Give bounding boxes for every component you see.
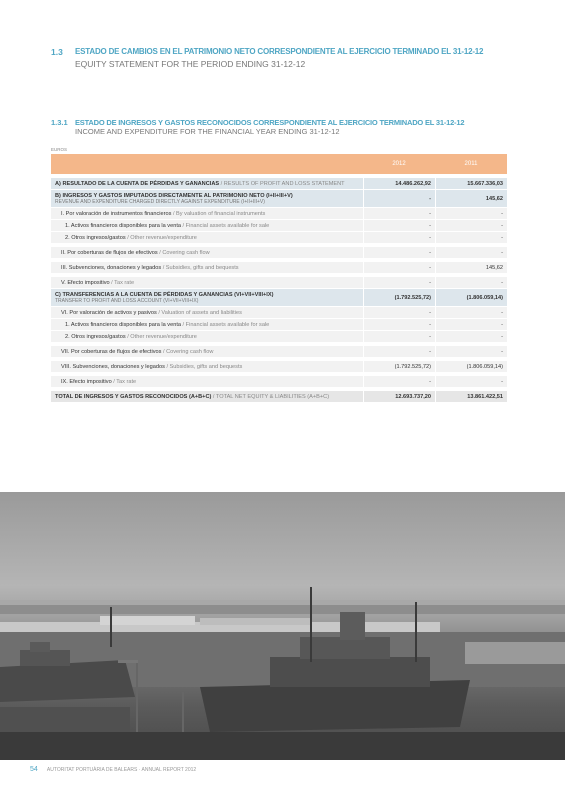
- table-row: [51, 190, 507, 207]
- row-value-2011: 15.667.336,03: [435, 178, 507, 189]
- row-label-en: / Tax rate: [111, 279, 135, 286]
- section-title-es: ESTADO DE CAMBIOS EN EL PATRIMONIO NETO CORRESPONDIENTE AL EJERCICIO TERMINADO EL 31-12-12: [75, 47, 484, 56]
- row-label-en: TRANSFER TO PROFIT AND LOSS ACCOUNT (VI+VII+VIII+IX): [55, 297, 199, 304]
- row-label-en: / Valuation of assets and liabilities: [158, 309, 242, 316]
- row-label-en: / Financial assets available for sale: [182, 222, 270, 229]
- table-row: [51, 262, 507, 273]
- row-label-en: / Covering cash flow: [159, 249, 210, 256]
- table-row: [51, 361, 507, 372]
- row-value-2011: (1.806.059,14): [435, 289, 507, 306]
- row-value-2012: -: [363, 190, 435, 207]
- row-value-2011: -: [435, 208, 507, 219]
- table-row: [51, 331, 507, 342]
- table-row: [51, 277, 507, 288]
- row-label: 1. Activos financieros disponibles para la venta: [65, 321, 181, 328]
- row-value-2011: -: [435, 220, 507, 231]
- row-label-en: / TOTAL NET EQUITY & LIABILITIES (A+B+C): [212, 393, 330, 400]
- header-2011: 2011: [435, 154, 507, 174]
- table-row: [51, 247, 507, 258]
- table-row: [51, 346, 507, 357]
- row-label: VII. Por coberturas de flujos de efectivos: [61, 348, 162, 355]
- row-value-2012: -: [363, 376, 435, 387]
- row-label-en: / Other revenue/expenditure: [127, 333, 197, 340]
- row-value-2012: 12.693.737,20: [363, 391, 435, 402]
- row-value-2011: 13.861.422,51: [435, 391, 507, 402]
- row-label: 2. Otros ingresos/gastos: [65, 333, 126, 340]
- subsection-number: 1.3.1: [51, 118, 68, 127]
- row-value-2012: 14.486.262,92: [363, 178, 435, 189]
- row-label: 2. Otros ingresos/gastos: [65, 234, 126, 241]
- row-label-en: / RESULTS OF PROFIT AND LOSS STATEMENT: [220, 180, 345, 187]
- table-row: [51, 220, 507, 231]
- table-row: [51, 319, 507, 330]
- row-label: VIII. Subvenciones, donaciones y legados: [61, 363, 165, 370]
- row-value-2012: -: [363, 247, 435, 258]
- table-row: [51, 178, 507, 189]
- row-label: II. Por coberturas de flujos de efectivos: [61, 249, 158, 256]
- income-expenditure-table: [51, 153, 507, 403]
- row-label-en: / Covering cash flow: [163, 348, 214, 355]
- row-value-2011: 145,62: [435, 190, 507, 207]
- footer-org: AUTORITAT PORTUÀRIA DE BALEARS: [46, 767, 138, 773]
- row-label-en: / Tax rate: [113, 378, 137, 385]
- row-label-en: / Financial assets available for sale: [182, 321, 270, 328]
- row-value-2011: -: [435, 376, 507, 387]
- row-value-2012: -: [363, 331, 435, 342]
- row-label: C) TRANSFERENCIAS A LA CUENTA DE PÉRDIDAS Y GANANCIAS (VI+VII+VIII+IX): [55, 291, 274, 298]
- port-photo-drawing: [0, 492, 565, 760]
- row-label: III. Subvenciones, donaciones y legados: [61, 264, 162, 271]
- row-label: A) RESULTADO DE LA CUENTA DE PÉRDIDAS Y GANANCIAS: [55, 180, 220, 187]
- row-label-en: / Subsidies, gifts and bequests: [162, 264, 239, 271]
- header-2012: 2012: [363, 154, 435, 174]
- row-label: B) INGRESOS Y GASTOS IMPUTADOS DIRECTAMENTE AL PATRIMONIO NETO (I+II+III+V): [55, 192, 293, 199]
- subsection-title-en: INCOME AND EXPENDITURE FOR THE FINANCIAL YEAR ENDING 31-12-12: [75, 127, 340, 136]
- row-label-en: REVENUE AND EXPENDITURE CHARGED DIRECTLY AGAINST EXPENDITURE (I+II+III+V): [55, 198, 265, 205]
- row-value-2012: -: [363, 307, 435, 318]
- row-value-2011: 145,62: [435, 262, 507, 273]
- page-number: 54: [30, 766, 38, 773]
- row-value-2012: -: [363, 220, 435, 231]
- row-value-2012: (1.792.525,72): [363, 361, 435, 372]
- row-value-2012: -: [363, 319, 435, 330]
- row-value-2012: -: [363, 208, 435, 219]
- row-value-2011: -: [435, 307, 507, 318]
- row-value-2011: (1.806.059,14): [435, 361, 507, 372]
- row-label-en: / Subsidies, gifts and bequests: [166, 363, 243, 370]
- table-row: [51, 289, 507, 306]
- port-photo: [0, 492, 565, 760]
- row-label-en: / By valuation of financial instruments: [172, 210, 266, 217]
- row-value-2012: -: [363, 346, 435, 357]
- row-value-2012: -: [363, 277, 435, 288]
- row-value-2012: -: [363, 262, 435, 273]
- row-value-2011: -: [435, 277, 507, 288]
- row-label: VI. Por valoración de activos y pasivos: [61, 309, 157, 316]
- table-row: [51, 208, 507, 219]
- row-label: IX. Efecto impositivo: [61, 378, 112, 385]
- section-title-en: EQUITY STATEMENT FOR THE PERIOD ENDING 31-12-12: [75, 59, 306, 69]
- row-value-2011: -: [435, 319, 507, 330]
- row-value-2011: -: [435, 247, 507, 258]
- table-row: [51, 307, 507, 318]
- total-row: [51, 391, 507, 402]
- row-label: I. Por valoración de instrumentos financieros: [61, 210, 172, 217]
- table-header-row: [51, 154, 507, 174]
- row-value-2011: -: [435, 232, 507, 243]
- header-blank-cell: [51, 154, 363, 174]
- table-row: [51, 232, 507, 243]
- section-number: 1.3: [51, 47, 63, 57]
- table-row: [51, 376, 507, 387]
- row-label: V. Efecto impositivo: [61, 279, 110, 286]
- row-value-2011: -: [435, 331, 507, 342]
- row-label: 1. Activos financieros disponibles para la venta: [65, 222, 181, 229]
- row-label-en: / Other revenue/expenditure: [127, 234, 197, 241]
- subsection-title-es: ESTADO DE INGRESOS Y GASTOS RECONOCIDOS CORRESPONDIENTE AL EJERCICIO TERMINADO EL 31-12-12: [75, 118, 465, 127]
- page-footer: [30, 766, 196, 773]
- footer-report: ANNUAL REPORT 2012: [141, 767, 197, 773]
- units-label: EUROS: [51, 147, 68, 152]
- row-value-2012: (1.792.525,72): [363, 289, 435, 306]
- row-value-2011: -: [435, 346, 507, 357]
- footer-separator: ·: [138, 767, 141, 773]
- row-value-2012: -: [363, 232, 435, 243]
- row-label: TOTAL DE INGRESOS Y GASTOS RECONOCIDOS (A+B+C): [55, 393, 212, 400]
